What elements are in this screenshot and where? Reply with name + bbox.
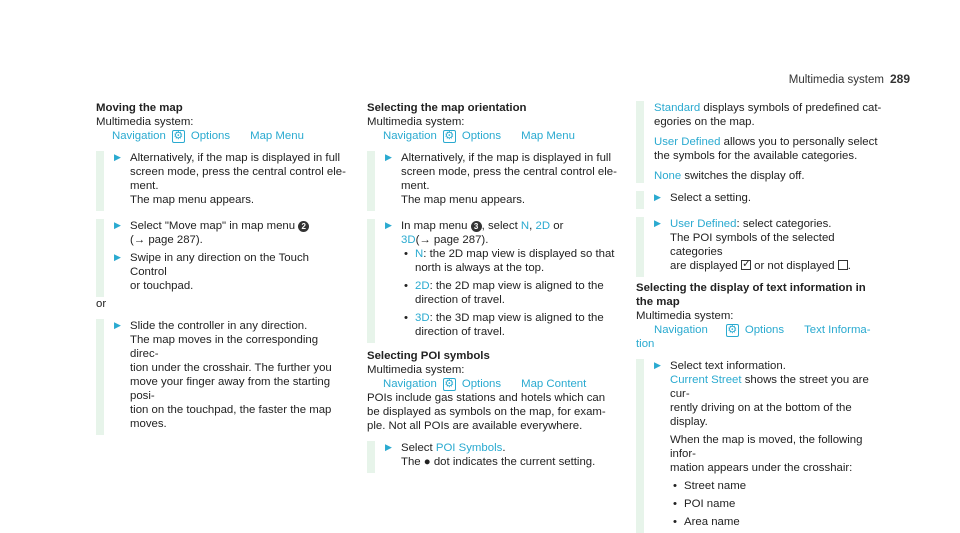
checkbox-unchecked-icon: [838, 260, 848, 270]
menu-options: Options: [461, 130, 502, 142]
step-item: [385, 151, 617, 207]
steps-block: [96, 219, 346, 297]
steps-block: [367, 219, 617, 343]
step-item: [114, 151, 346, 207]
text-line: direction of travel.: [415, 294, 505, 306]
text-span: : select categories.: [736, 218, 832, 230]
text-line: ment.: [130, 180, 159, 192]
column-2: [367, 101, 617, 473]
text-line: be displayed as symbols on the map, for exam-: [367, 406, 606, 418]
step-bar: [636, 191, 644, 209]
checkbox-checked-icon: [741, 260, 751, 270]
text-span: .: [847, 260, 851, 272]
bullet-item: [401, 279, 617, 307]
text-span: , select: [481, 220, 518, 232]
step-bar: [96, 319, 104, 435]
option-desc: [654, 135, 886, 163]
menu-options: Options: [190, 130, 231, 142]
text-span: Select "Move map" in map menu: [130, 220, 296, 232]
step-item: [114, 251, 346, 293]
page-header: [789, 72, 910, 87]
text-span: or: [553, 220, 564, 232]
menu-path: [96, 129, 346, 143]
step-bar: [367, 441, 375, 473]
text-span: shows the street you are cur-: [670, 374, 869, 400]
text-span: are displayed: [670, 260, 738, 272]
user-defined-link: User Defined: [670, 218, 737, 230]
page-reference: (→ page 287).: [130, 234, 203, 246]
text-line: direction of travel.: [415, 326, 505, 338]
steps-block: [96, 151, 346, 211]
text-line: north is always at the top.: [415, 262, 545, 274]
section-heading: Selecting POI symbols: [367, 350, 490, 362]
menu-navigation: Navigation: [112, 130, 166, 142]
text-span: displays symbols of predefined cat-: [700, 102, 882, 114]
text-span: In map menu: [401, 220, 468, 232]
bullet-item: • Street name: [670, 479, 886, 493]
current-street-link: Current Street: [670, 374, 742, 386]
step-item: ▶ In map menu 3 , select N, 2D or 3D(→ page 287). • N: the 2D map view is displayed so that north is always at the top. • 2D: the 2D map view is aligned to the direction of travel. • 3D: the 3D map view is aligned to the direction of travel.: [385, 219, 617, 339]
text-line: ▶ Alternatively, if the map is displayed in full: [401, 152, 611, 164]
menu-path: [367, 377, 617, 391]
text-line: ple. Not all POIs are available everywhere.: [367, 420, 583, 432]
text-line: egories on the map.: [654, 116, 755, 128]
step-item: ▶ Select a setting.: [654, 191, 886, 205]
steps-block: [96, 319, 346, 435]
option-desc: [654, 101, 886, 129]
column-1: [96, 101, 346, 435]
menu-map-menu: Map Menu: [521, 130, 575, 142]
step-bar: [96, 151, 104, 211]
text-line: tion on the touchpad, the faster the map: [130, 404, 332, 416]
none-link: None: [654, 170, 682, 182]
text-line: rently driving on at the bottom of the display.: [670, 402, 852, 428]
poi-symbols-link: POI Symbols: [435, 442, 503, 454]
steps-block: [636, 359, 886, 533]
text-line: ▶ Slide the controller in any direction.: [130, 320, 308, 332]
heading-line: the map: [636, 296, 680, 308]
text-span: allows you to personally select: [720, 136, 878, 148]
bullet-item: • Area name: [670, 515, 886, 529]
page-reference: (→ page 287).: [415, 234, 489, 246]
menu-navigation: Navigation: [654, 324, 708, 336]
steps-block: [636, 191, 886, 209]
bullet-item: [401, 247, 617, 275]
text-span: : the 2D map view is displayed so that: [423, 248, 615, 260]
section-heading: [636, 281, 886, 309]
option-n-link: N: [520, 220, 530, 232]
steps-block: [367, 441, 617, 473]
section-title: Multimedia system: [788, 74, 884, 86]
bullet-item: [401, 311, 617, 339]
steps-block: [636, 217, 886, 277]
text-span: switches the display off.: [681, 170, 805, 182]
step-item: [654, 217, 886, 273]
option-desc: [654, 169, 886, 183]
text-line: screen mode, press the central control ele-: [130, 166, 346, 178]
menu-options: Options: [461, 378, 502, 390]
option-key: N: [415, 248, 424, 260]
step-item: [385, 441, 617, 469]
menu-text-information-cont: tion: [636, 338, 655, 350]
menu-path: [367, 129, 617, 143]
section-subheading: Multimedia system:: [96, 116, 194, 128]
menu-text-information: Text Informa-: [804, 324, 871, 336]
option-key: 2D: [415, 280, 430, 292]
step-bar: [96, 219, 104, 297]
page-number: 289: [889, 72, 910, 86]
text-line: The map moves in the corresponding direc-: [130, 334, 319, 360]
column-3: [636, 101, 886, 533]
section-subheading: Multimedia system:: [636, 310, 734, 322]
section-subheading: Multimedia system:: [367, 364, 465, 376]
text-line: screen mode, press the central control ele-: [401, 166, 617, 178]
text-span: : the 2D map view is aligned to the: [429, 280, 604, 292]
menu-map-content: Map Content: [521, 378, 587, 390]
options-gear-icon: [726, 324, 739, 337]
step-bar: [636, 101, 644, 183]
text-line: mation appears under the crosshair:: [670, 462, 853, 474]
step-item: [114, 319, 346, 431]
step-item: [114, 219, 346, 247]
options-gear-icon: [172, 130, 185, 143]
menu-navigation: Navigation: [383, 378, 437, 390]
text-line: The POI symbols of the selected categories: [670, 232, 835, 258]
options-gear-icon: [443, 378, 456, 391]
callout-number: 2: [298, 221, 309, 232]
text-span: Select: [401, 442, 433, 454]
text-line: move your finger away from the starting posi-: [130, 376, 331, 402]
option-2d-link: 2D: [535, 220, 551, 232]
menu-path: [636, 323, 886, 337]
menu-map-menu: Map Menu: [250, 130, 304, 142]
text-line: When the map is moved, the following infor-: [670, 434, 863, 460]
text-line: ▶ Swipe in any direction on the Touch Control: [130, 252, 309, 278]
bullet-item: • POI name: [670, 497, 886, 511]
standard-link: Standard: [654, 102, 701, 114]
text-line: The map menu appears.: [401, 194, 526, 206]
menu-options: Options: [744, 324, 785, 336]
step-bar: [367, 151, 375, 211]
section-heading: Moving the map: [96, 102, 183, 114]
text-line: tion under the crosshair. The further you: [130, 362, 332, 374]
steps-block: [636, 101, 886, 183]
text-span: or not displayed: [754, 260, 835, 272]
text-span: : the 3D map view is aligned to the: [429, 312, 604, 324]
section-heading: Selecting the map orientation: [367, 102, 527, 114]
step-bar: [367, 219, 375, 343]
step-bar: [636, 359, 644, 533]
text-span: .: [502, 442, 506, 454]
section-subheading: Multimedia system:: [367, 116, 465, 128]
step-item: [654, 359, 886, 529]
or-text: or: [96, 298, 107, 310]
steps-block: [367, 151, 617, 211]
text-line: ▶ Select text information.: [670, 360, 786, 372]
step-bar: [636, 217, 644, 277]
text-line: The ● dot indicates the current setting.: [401, 456, 596, 468]
option-key: 3D: [415, 312, 430, 324]
text-line: or touchpad.: [130, 280, 194, 292]
options-gear-icon: [443, 130, 456, 143]
text-line: The map menu appears.: [130, 194, 255, 206]
text-line: ment.: [401, 180, 430, 192]
text-line: moves.: [130, 418, 167, 430]
text-line: POIs include gas stations and hotels which can: [367, 392, 606, 404]
option-3d-link: 3D: [401, 234, 416, 246]
callout-number: 3: [471, 221, 482, 232]
user-defined-link: User Defined: [654, 136, 721, 148]
text-line: the symbols for the available categories.: [654, 150, 858, 162]
menu-navigation: Navigation: [383, 130, 437, 142]
heading-line: Selecting the display of text information in: [636, 282, 866, 294]
text-line: ▶ Alternatively, if the map is displayed in full: [130, 152, 340, 164]
